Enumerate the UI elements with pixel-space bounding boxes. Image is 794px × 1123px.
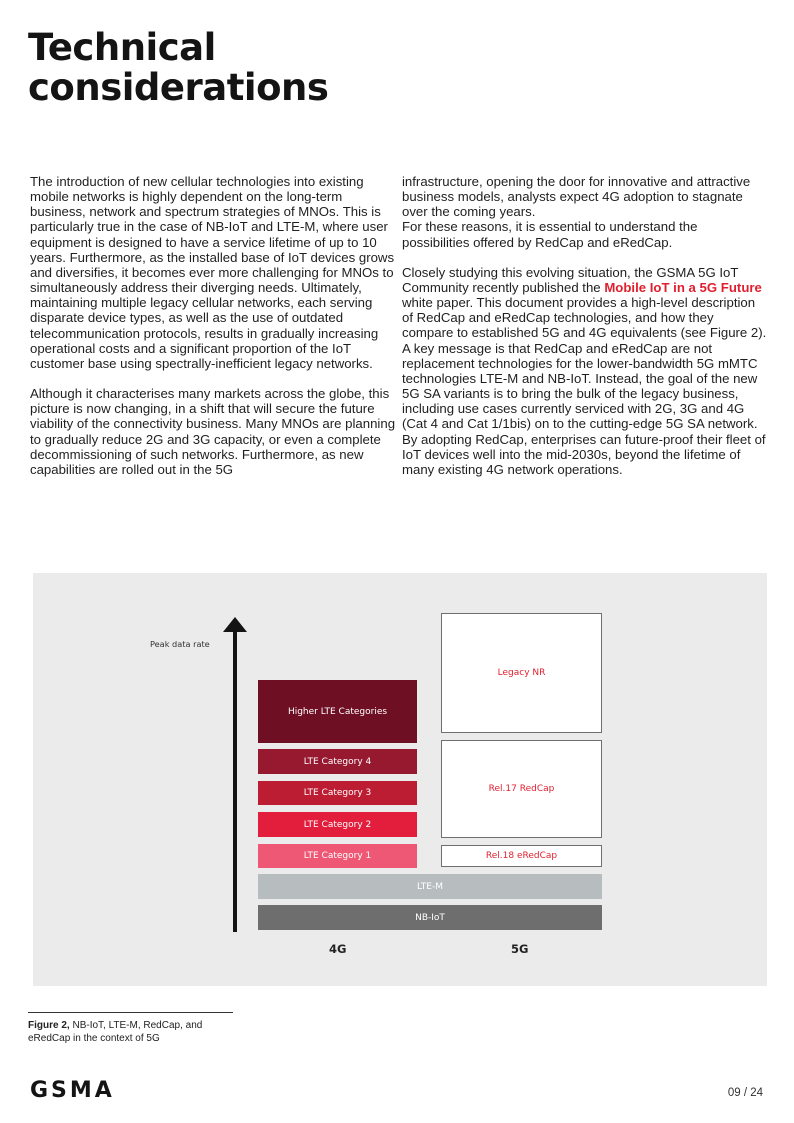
- gsma-logo-text: GSMA: [30, 1078, 115, 1100]
- caption-divider: [28, 1012, 233, 1013]
- paragraph: For these reasons, it is essential to understand the possibilities offered by RedCap and eRedCap.: [402, 219, 698, 250]
- peak-data-rate-arrow-icon: [222, 617, 248, 932]
- caption-label: Figure 2,: [28, 1020, 70, 1031]
- lte-category-3-box: LTE Category 3: [258, 781, 417, 805]
- paragraph: [402, 265, 768, 477]
- paragraph: The introduction of new cellular technologies into existing mobile networks is highly dependent on the long-term business, network and spectrum strategies of MNOs. This is particularly true in the case of NB-IoT and LTE-M, where user equipment is designed to have a service lifetime of up to 10 years. Furthermore, as the installed base of IoT devices grows and diversifies, it becomes ever more challenging for MNOs to simultaneously address their diverging needs. Ultimately, maintaining multiple legacy cellular networks, each serving disparate device types, as well as the use of outdated telecommunication protocols, results in gradually increasing operational costs and a significant proportion of the IoT customer base using spectrally-inefficient legacy networks.: [30, 174, 395, 371]
- caption-text: NB-IoT, LTE-M, RedCap, and eRedCap in the context of 5G: [28, 1020, 203, 1044]
- body-column-left: [30, 174, 396, 477]
- rel18-eredcap-box: Rel.18 eRedCap: [441, 845, 602, 867]
- paragraph-text: Closely studying this evolving situation, the GSMA 5G IoT Community recently published the: [402, 264, 739, 295]
- gsma-logo: [30, 1078, 152, 1100]
- paragraph-text: white paper. This document provides a high-level description of RedCap and eRedCap technologies, and how they compare to established 5G and 4G equivalents (see Figure 2). A key message is that RedCap and eRedCap are not replacement technologies for the lower-bandwidth 5G mMTC technologies LTE-M and NB-IoT. Instead, the goal of the new 5G SA variants is to bring the bulk of the legacy business, including use cases currently serviced with 2G, 3G and 4G (Cat 4 and Cat 1/1bis) on to the cutting-edge 5G SA network. By adopting RedCap, enterprises can future-proof their fleet of IoT devices well into the mid-2030s, beyond the lifetime of many existing 4G network operations.: [402, 295, 767, 477]
- figure-2-diagram: [33, 573, 767, 986]
- page-number: 09 / 24: [727, 1087, 763, 1099]
- paragraph: Although it characterises many markets across the globe, this picture is now changing, in a shift that will secure the future viability of the connectivity business. Many MNOs are planning to gradually reduce 2G and 3G capacity, or even a complete decommissioning of such networks. Furthermore, as new capabilities are rolled out in the 5G: [30, 386, 396, 477]
- white-paper-link[interactable]: Mobile IoT in a 5G Future: [604, 279, 762, 295]
- lte-category-4-box: LTE Category 4: [258, 749, 417, 774]
- 5g-label: 5G: [511, 942, 529, 956]
- higher-lte-categories-box: Higher LTE Categories: [258, 680, 417, 743]
- lte-m-bar: LTE-M: [258, 874, 602, 899]
- body-column-right: [402, 174, 768, 477]
- axis-label: Peak data rate: [150, 639, 210, 649]
- figure-caption: [28, 1019, 238, 1045]
- page-title-line-2: considerations: [28, 66, 329, 109]
- legacy-nr-box: Legacy NR: [441, 613, 602, 733]
- lte-category-1-box: LTE Category 1: [258, 844, 417, 868]
- page-title-line-1: Technical: [28, 26, 216, 69]
- nb-iot-bar: NB-IoT: [258, 905, 602, 930]
- lte-category-2-box: LTE Category 2: [258, 812, 417, 837]
- 4g-label: 4G: [329, 942, 347, 956]
- rel17-redcap-box: Rel.17 RedCap: [441, 740, 602, 838]
- paragraph: infrastructure, opening the door for innovative and attractive business models, analysts expect 4G adoption to stagnate over the coming years.: [402, 174, 751, 220]
- page-title: [28, 28, 328, 108]
